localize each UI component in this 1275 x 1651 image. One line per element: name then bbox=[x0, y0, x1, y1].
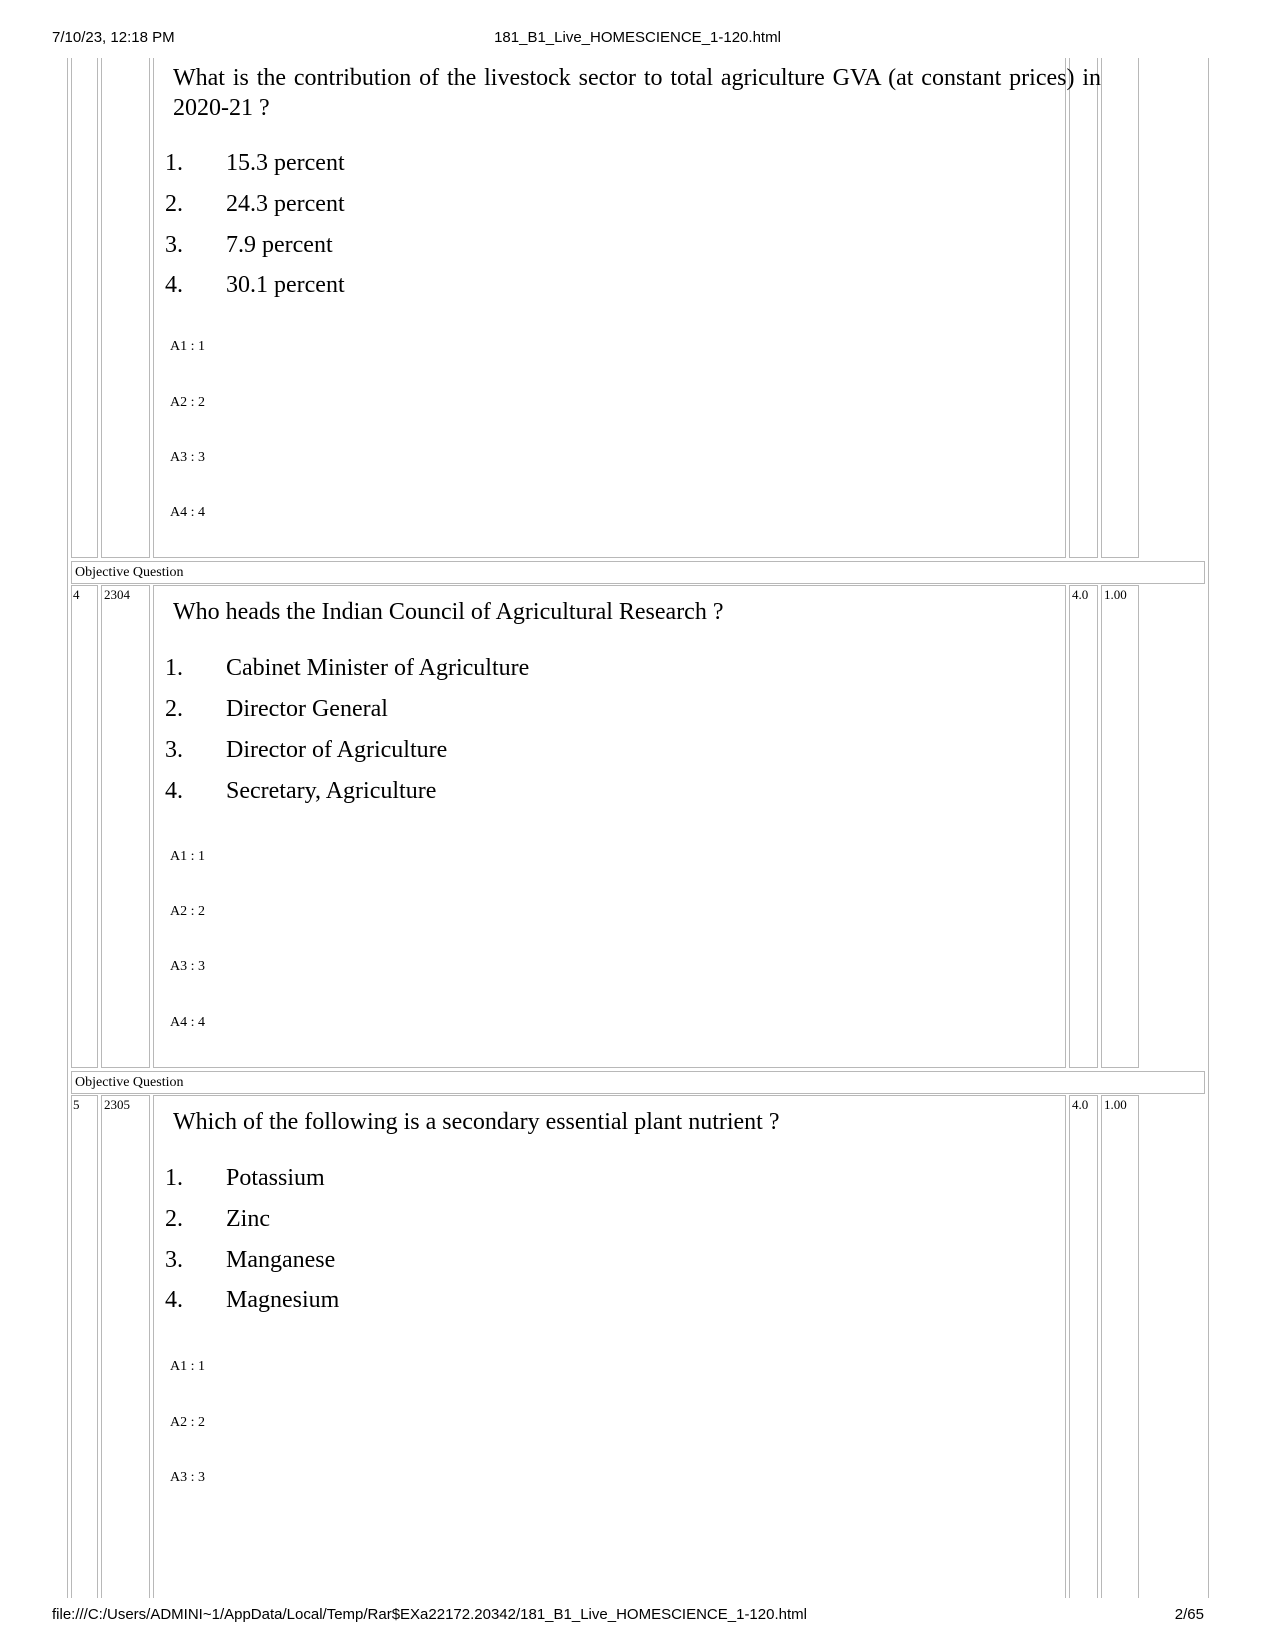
question-type-row bbox=[71, 561, 1205, 584]
marks-cell bbox=[1069, 58, 1098, 558]
answer-key-2: A2 : 2 bbox=[170, 904, 205, 919]
option-number: 1. bbox=[165, 655, 183, 681]
negative-marks: 1.00 bbox=[1104, 1097, 1127, 1112]
negative-marks-cell bbox=[1101, 1095, 1139, 1598]
marks-cell bbox=[1069, 585, 1098, 1068]
answer-key-3: A3 : 3 bbox=[170, 959, 205, 974]
answer-key-3: A3 : 3 bbox=[170, 450, 205, 465]
answer-key-4: A4 : 4 bbox=[170, 1015, 205, 1030]
option-text: 7.9 percent bbox=[226, 232, 333, 258]
option-text: 30.1 percent bbox=[226, 272, 345, 298]
question-marks: 4.0 bbox=[1072, 1097, 1089, 1112]
question-cell bbox=[153, 58, 1066, 558]
document-title: 181_B1_Live_HOMESCIENCE_1-120.html bbox=[494, 29, 781, 46]
option-text: Director of Agriculture bbox=[226, 737, 448, 763]
option-text: Zinc bbox=[226, 1206, 270, 1232]
option-number: 4. bbox=[165, 1287, 183, 1313]
qid-cell bbox=[101, 58, 150, 558]
option-text: Manganese bbox=[226, 1247, 336, 1273]
question-type-label: Objective Question bbox=[75, 565, 184, 580]
option-number: 1. bbox=[165, 150, 183, 176]
option-number: 4. bbox=[165, 778, 183, 804]
option-number: 4. bbox=[165, 272, 183, 298]
option-number: 2. bbox=[165, 696, 183, 722]
page-number: 2/65 bbox=[1174, 1606, 1204, 1623]
question-text: Who heads the Indian Council of Agricultural Research ? bbox=[173, 599, 724, 625]
marks-cell bbox=[1069, 1095, 1098, 1598]
sno-cell bbox=[71, 585, 98, 1068]
answer-key-2: A2 : 2 bbox=[170, 395, 205, 410]
question-serial-number: 4 bbox=[73, 587, 80, 602]
answer-key-1: A1 : 1 bbox=[170, 849, 205, 864]
answer-key-1: A1 : 1 bbox=[170, 339, 205, 354]
question-id: 2304 bbox=[104, 587, 130, 602]
answer-key-1: A1 : 1 bbox=[170, 1359, 205, 1374]
option-text: Secretary, Agriculture bbox=[226, 778, 437, 804]
answer-key-3: A3 : 3 bbox=[170, 1470, 205, 1485]
print-datetime: 7/10/23, 12:18 PM bbox=[52, 29, 175, 46]
option-number: 1. bbox=[165, 1165, 183, 1191]
qid-cell bbox=[101, 1095, 150, 1598]
option-number: 3. bbox=[165, 232, 183, 258]
option-text: Director General bbox=[226, 696, 388, 722]
option-text: Potassium bbox=[226, 1165, 325, 1191]
question-type-row bbox=[71, 1071, 1205, 1094]
question-serial-number: 5 bbox=[73, 1097, 80, 1112]
file-url: file:///C:/Users/ADMINI~1/AppData/Local/Temp/Rar$EXa22172.20342/181_B1_Live_HOMESCIENCE_1-120.html bbox=[52, 1606, 807, 1623]
option-number: 2. bbox=[165, 1206, 183, 1232]
option-number: 2. bbox=[165, 191, 183, 217]
negative-marks-cell bbox=[1101, 58, 1139, 558]
option-number: 3. bbox=[165, 1247, 183, 1273]
option-text: Cabinet Minister of Agriculture bbox=[226, 655, 530, 681]
option-text: Magnesium bbox=[226, 1287, 340, 1313]
option-text: 24.3 percent bbox=[226, 191, 345, 217]
option-text: 15.3 percent bbox=[226, 150, 345, 176]
question-text: Which of the following is a secondary essential plant nutrient ? bbox=[173, 1109, 780, 1135]
answer-key-2: A2 : 2 bbox=[170, 1415, 205, 1430]
sno-cell bbox=[71, 1095, 98, 1598]
answer-key-4: A4 : 4 bbox=[170, 505, 205, 520]
question-type-label: Objective Question bbox=[75, 1075, 184, 1090]
qid-cell bbox=[101, 585, 150, 1068]
question-marks: 4.0 bbox=[1072, 587, 1089, 602]
question-id: 2305 bbox=[104, 1097, 130, 1112]
question-text: What is the contribution of the livestock sector to total agriculture GVA (at constant prices) in 2020-21 ? bbox=[173, 65, 1101, 121]
negative-marks-cell bbox=[1101, 585, 1139, 1068]
sno-cell bbox=[71, 58, 98, 558]
negative-marks: 1.00 bbox=[1104, 587, 1127, 602]
option-number: 3. bbox=[165, 737, 183, 763]
